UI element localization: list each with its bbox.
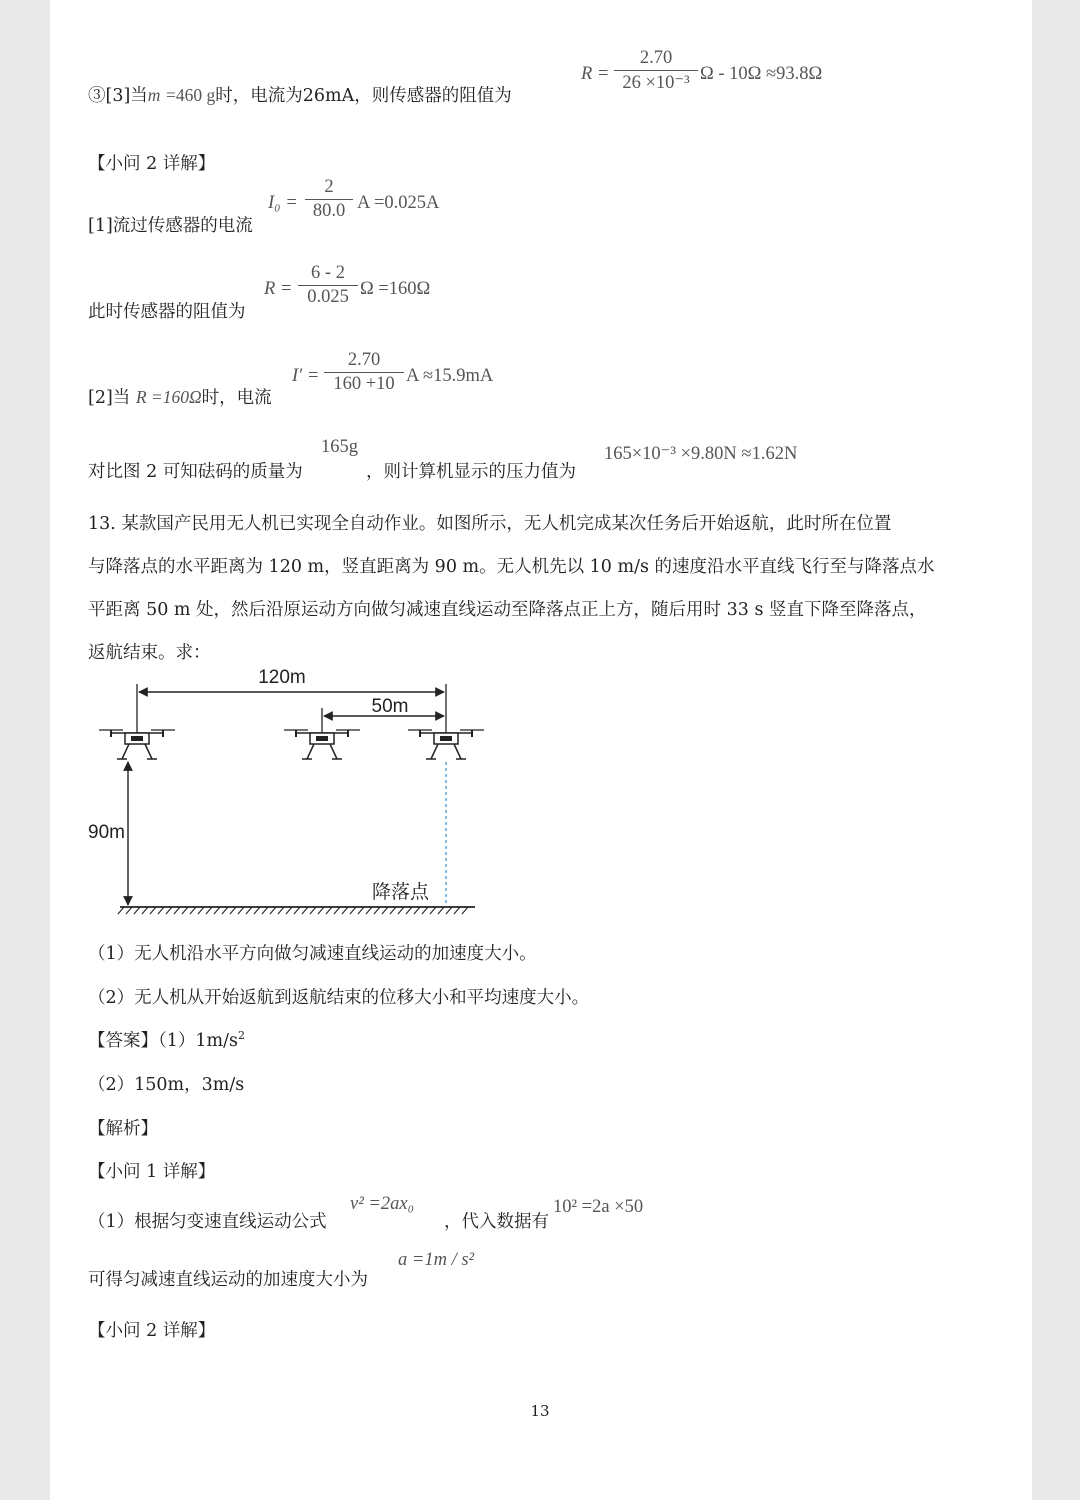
mass-value-2: 165g — [321, 437, 358, 457]
ground-hatch-mark — [278, 907, 284, 914]
part3-mid: 时，电流为26mA，则传感器的阻值为 — [215, 86, 512, 106]
q13-line-3: 平距离 50 m 处，然后沿原运动方向做匀减速直线运动至降落点正上方，随后用时 33 s 竖直下降至降落点， — [88, 600, 927, 620]
q13-line-2: 与降落点的水平距离为 120 m，竖直距离为 90 m。无人机先以 10 m/s 的速度沿水平直线飞行至与降落点水 — [88, 557, 935, 577]
ground-hatch-mark — [134, 907, 140, 914]
flow-line-text: [1]流过传感器的电流 — [88, 216, 253, 236]
ground-hatch-mark — [454, 907, 460, 914]
current-result: A =0.025A — [357, 193, 440, 213]
ground-hatch-mark — [406, 907, 412, 914]
ground-hatch-mark — [302, 907, 308, 914]
current-result-2: A ≈15.9mA — [406, 366, 494, 386]
ground-hatch-mark — [374, 907, 380, 914]
sub2-heading-end: 【小问 2 详解】 — [88, 1321, 216, 1341]
ground-hatch-mark — [422, 907, 428, 914]
ground-hatch-mark — [206, 907, 212, 914]
ground-hatch-mark — [310, 907, 316, 914]
current-variable-2: I′ = — [292, 366, 320, 386]
acceleration-result: a =1m / s² — [398, 1250, 475, 1270]
q13-line-4: 返航结束。求： — [88, 643, 211, 663]
ground-hatch-mark — [358, 907, 364, 914]
ground-hatch-mark — [342, 907, 348, 914]
answer-part2: （2）150m，3m/s — [88, 1075, 245, 1095]
sub2-heading: 【小问 2 详解】 — [88, 154, 216, 174]
page-number: 13 — [530, 1402, 550, 1420]
landing-point-label: 降落点 — [372, 882, 430, 903]
fraction-denominator: 160 +10 — [333, 374, 395, 394]
ground-hatch-mark — [198, 907, 204, 914]
answer-line — [88, 1027, 245, 1052]
mass-line-text2: ，则计算机显示的压力值为 — [366, 462, 576, 482]
ground-hatch-mark — [214, 907, 220, 914]
ground-hatch-mark — [414, 907, 420, 914]
answer-label: 【答案】 — [88, 1031, 158, 1051]
mass-variable: m — [147, 85, 161, 105]
resistance-variable-2: R = — [264, 279, 293, 299]
label-90m: 90m — [88, 822, 125, 843]
ground-hatch-mark — [398, 907, 404, 914]
mass-line-text1: 对比图 2 可知砝码的质量为 — [88, 462, 303, 482]
ground-hatch-mark — [438, 907, 444, 914]
ground-hatch-mark — [222, 907, 228, 914]
resistance-result: Ω - 10Ω ≈93.8Ω — [700, 64, 823, 84]
fraction-denominator: 80.0 — [312, 201, 346, 221]
q13-line-1: 13. 某款国产民用无人机已实现全自动作业。如图所示，无人机完成某次任务后开始返航，此时所在位置 — [88, 514, 892, 534]
substitution-formula: 10² =2a ×50 — [553, 1197, 644, 1217]
ground-hatch-mark — [462, 907, 468, 914]
ground-hatch-mark — [390, 907, 396, 914]
fraction-denominator: 26 ×10⁻³ — [622, 73, 690, 93]
ground-hatch-mark — [238, 907, 244, 914]
sub1-heading: 【小问 1 详解】 — [88, 1162, 216, 1182]
current-variable: I₀ = — [268, 193, 298, 213]
resistance-result-2: Ω =160Ω — [360, 279, 431, 299]
question-1: （1）无人机沿水平方向做匀减速直线运动的加速度大小。 — [88, 944, 537, 964]
ground-hatch-mark — [382, 907, 388, 914]
ground-hatch-mark — [326, 907, 332, 914]
current-text: 时，电流 — [201, 388, 272, 408]
ground-hatch-mark — [318, 907, 324, 914]
ground-hatch-mark — [246, 907, 252, 914]
fraction-denominator: 0.025 — [307, 287, 349, 307]
fraction-numerator: 2.70 — [347, 350, 381, 370]
resistance-variable: R = — [581, 64, 610, 84]
question-2: （2）无人机从开始返航到返航结束的位移大小和平均速度大小。 — [88, 988, 590, 1008]
ground-hatch-mark — [350, 907, 356, 914]
ground-hatch-mark — [270, 907, 276, 914]
ground-hatch-mark — [366, 907, 372, 914]
ground-hatch-mark — [446, 907, 452, 914]
ground-hatch-mark — [118, 907, 124, 914]
ground-hatch-mark — [126, 907, 132, 914]
sub1-line1-text2: ，代入数据有 — [444, 1212, 549, 1232]
label-50m: 50m — [371, 696, 409, 717]
drone-mid-icon — [284, 730, 360, 759]
ground-hatch-mark — [286, 907, 292, 914]
ground-hatching — [118, 907, 468, 914]
force-formula: 165×10⁻³ ×9.80N ≈1.62N — [604, 444, 798, 464]
fraction-numerator: 2 — [324, 177, 334, 197]
answer-superscript: 2 — [238, 1029, 245, 1043]
resistance-line-text: 此时传感器的阻值为 — [88, 302, 246, 322]
label-120m: 120m — [258, 667, 306, 688]
answer-part1: （1）1m/s — [158, 1031, 238, 1051]
current-condition: R =160Ω — [135, 387, 202, 407]
ground-hatch-mark — [334, 907, 340, 914]
ground-hatch-mark — [166, 907, 172, 914]
sub1-line2-text: 可得匀减速直线运动的加速度大小为 — [88, 1270, 368, 1290]
analysis-heading: 【解析】 — [88, 1119, 158, 1139]
ground-hatch-mark — [158, 907, 164, 914]
ground-hatch-mark — [190, 907, 196, 914]
ground-hatch-mark — [230, 907, 236, 914]
sub1-line1-text1: （1）根据匀变速直线运动公式 — [88, 1212, 327, 1232]
fraction-numerator: 6 - 2 — [311, 263, 345, 283]
ground-hatch-mark — [294, 907, 300, 914]
ground-hatch-mark — [430, 907, 436, 914]
part3-lead: ③[3]当 — [88, 86, 148, 106]
ground-hatch-mark — [142, 907, 148, 914]
ground-hatch-mark — [182, 907, 188, 914]
ground-hatch-mark — [150, 907, 156, 914]
drone-start-icon — [99, 730, 175, 759]
mass-value: =460 g — [166, 85, 216, 105]
ground-hatch-mark — [174, 907, 180, 914]
kinematics-formula: v² =2ax₀ — [350, 1194, 415, 1214]
fraction-numerator: 2.70 — [639, 48, 673, 68]
drone-end-icon — [408, 730, 484, 759]
ground-hatch-mark — [254, 907, 260, 914]
ground-hatch-mark — [262, 907, 268, 914]
current-lead: [2]当 — [88, 388, 131, 408]
